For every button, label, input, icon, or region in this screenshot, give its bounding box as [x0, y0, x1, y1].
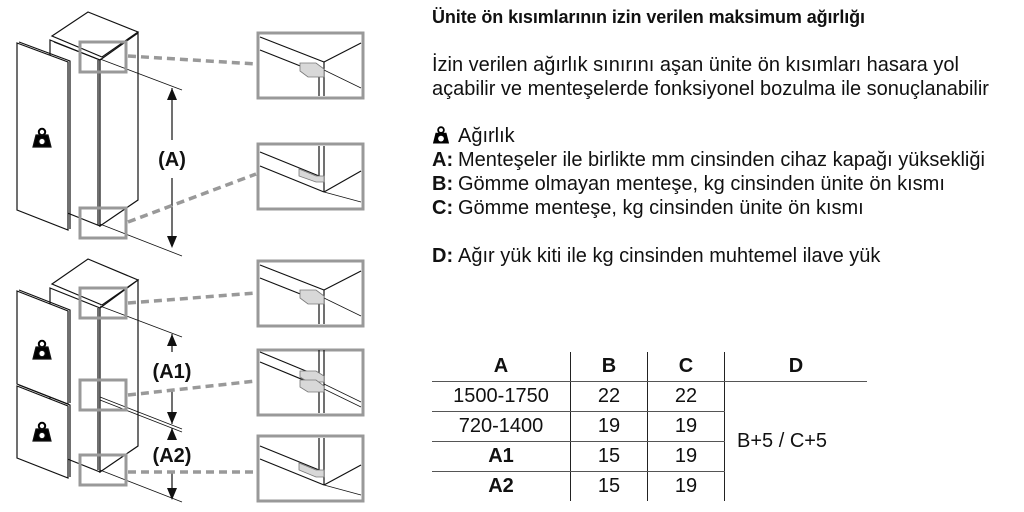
two-door-fridge: [17, 259, 138, 478]
d-value-cell: B+5 / C+5: [737, 430, 828, 452]
header-c: C: [648, 352, 725, 382]
single-door-fridge: [17, 12, 138, 230]
svg-text:(A2): (A2): [152, 445, 192, 467]
table-row: A2 15 19: [432, 472, 867, 502]
legend-item-weight: Ağırlık: [432, 124, 1017, 148]
detail-middle-hinge: [258, 350, 363, 415]
table-row: 720-1400 19 19: [432, 412, 867, 442]
detail-upper-hinge: [258, 261, 363, 326]
weight-icon: [432, 124, 458, 148]
detail-lower-hinge: [258, 436, 363, 501]
warning-paragraph: İzin verilen ağırlık sınırını aşan ünite ön kısımları hasara yol açabilir ve menteşelerde fonksiyonel bozulma ile sonuçlanabilir: [432, 54, 989, 100]
table-row: 1500-1750 22 22 B+5 / C+5: [432, 382, 867, 412]
legend: [432, 124, 1017, 268]
header-a: A: [432, 352, 571, 382]
detail-top-hinge: [258, 33, 363, 98]
table-row: A1 15 19: [432, 442, 867, 472]
legend-item-a: A: Menteşeler ile birlikte mm cinsinden cihaz kapağı yüksekliği: [432, 149, 985, 171]
table-header-row: [432, 352, 867, 382]
detail-bottom-hinge: [258, 144, 363, 209]
svg-text:(A1): (A1): [152, 361, 192, 383]
section-title: Ünite ön kısımlarının izin verilen maksimum ağırlığı: [432, 7, 865, 27]
weight-table: [432, 352, 867, 501]
legend-item-c: C: Gömme menteşe, kg cinsinden ünite ön kısmı: [432, 197, 864, 219]
legend-item-d: D: Ağır yük kiti ile kg cinsinden muhtemel ilave yük: [432, 245, 881, 267]
header-b: B: [571, 352, 648, 382]
svg-text:(A): (A): [158, 149, 186, 171]
legend-item-b: B: Gömme olmayan menteşe, kg cinsinden ünite ön kısmı: [432, 173, 945, 195]
header-d: D: [725, 352, 868, 382]
appliance-illustration: [0, 0, 380, 512]
